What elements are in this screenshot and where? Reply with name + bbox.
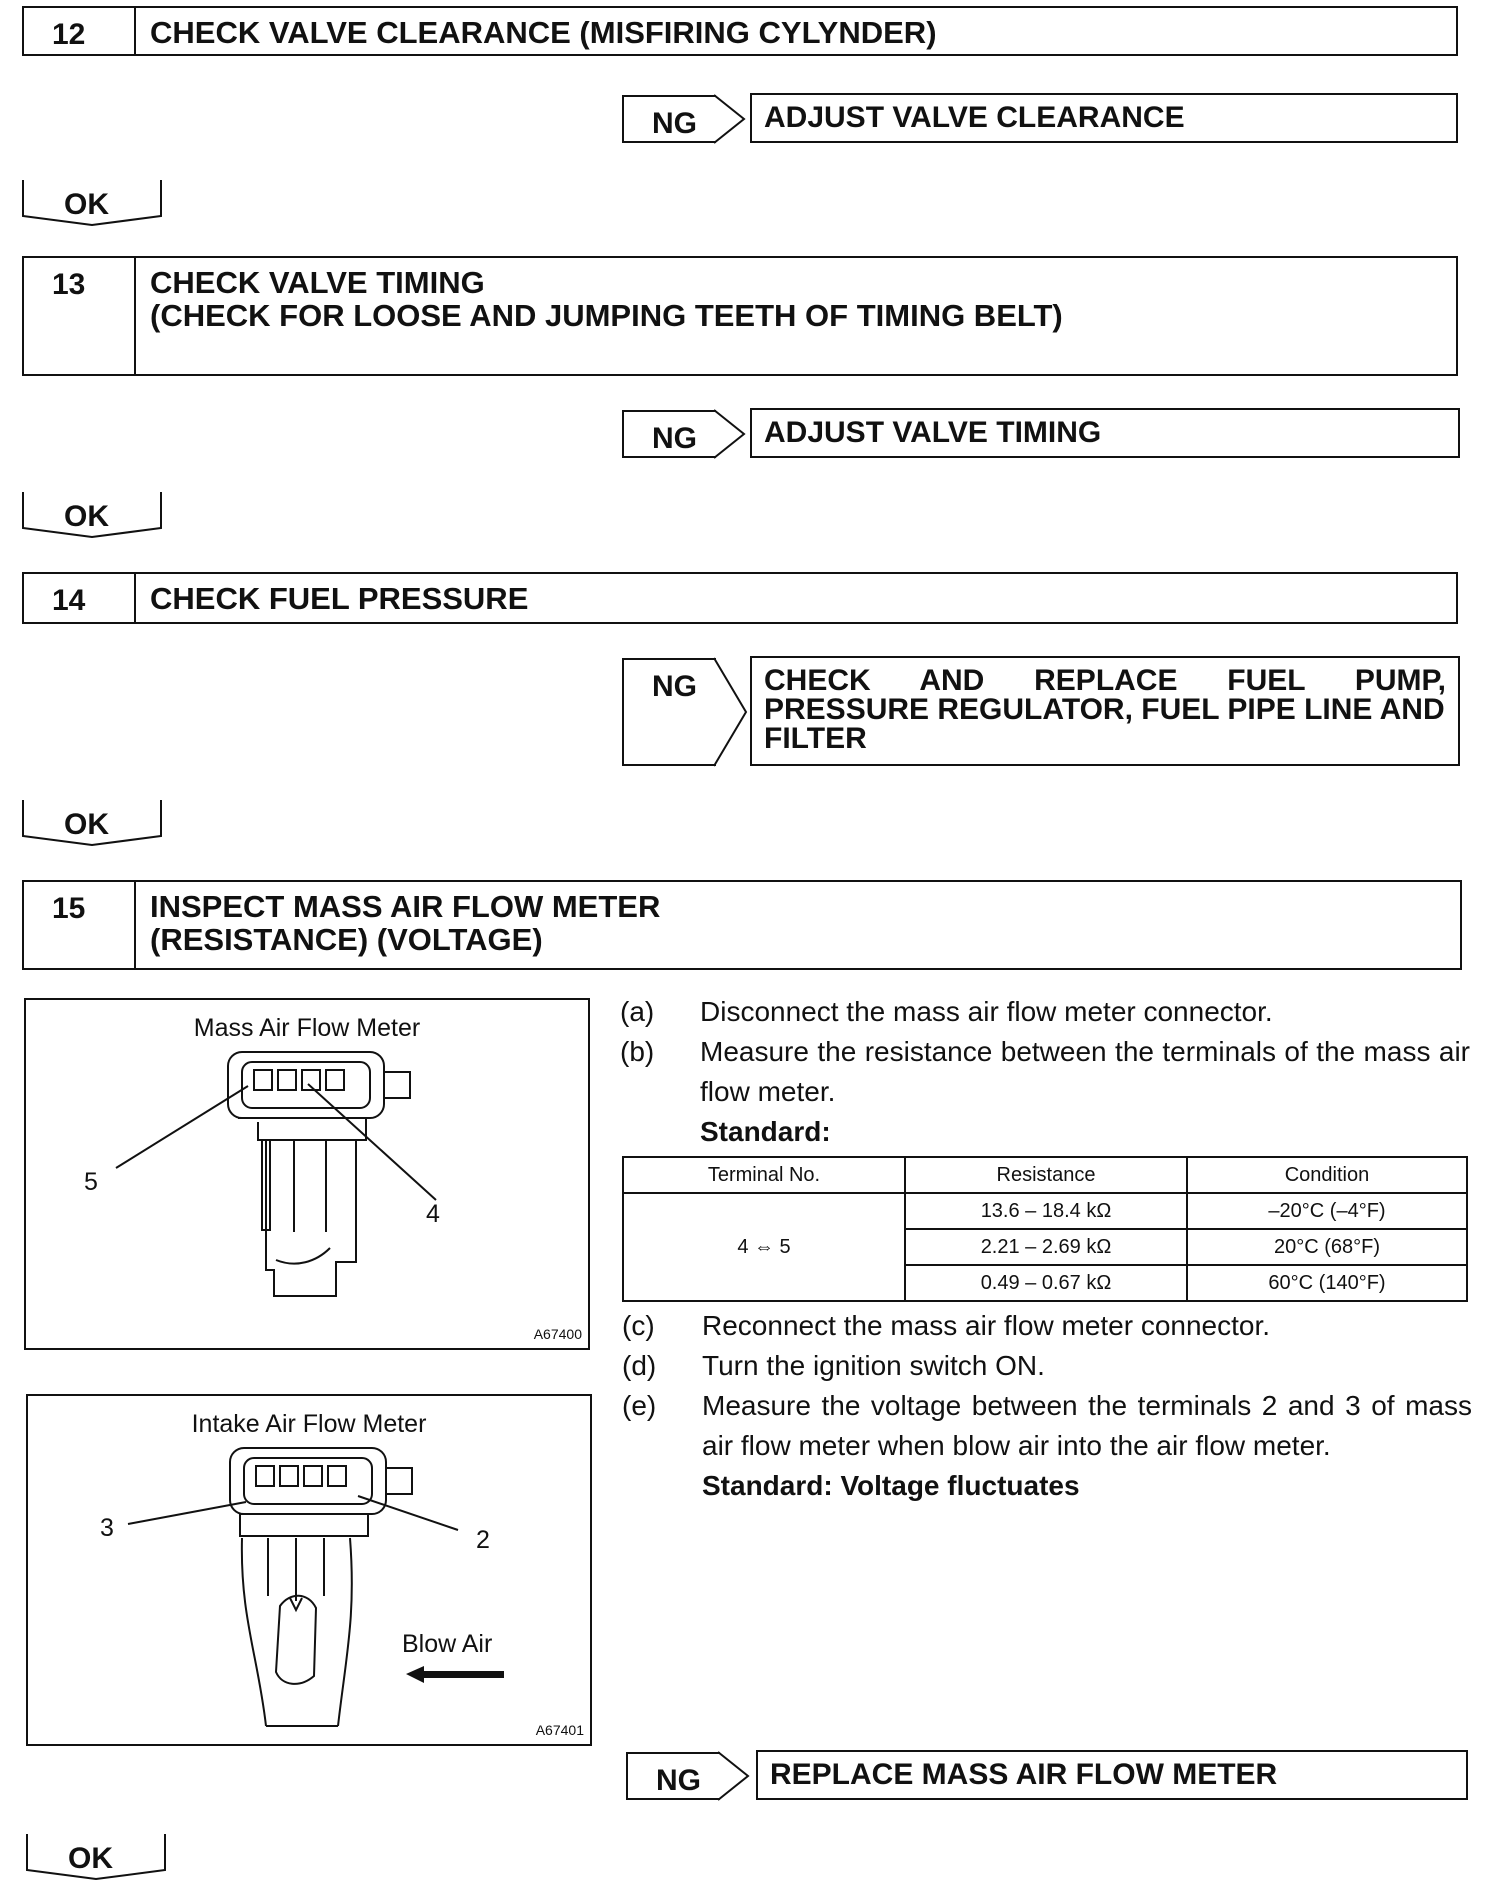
resistance-spec-table (622, 1156, 1468, 1302)
ng-result-line: PRESSURE REGULATOR, FUEL PIPE LINE AND (764, 693, 1445, 726)
ng-label (622, 410, 716, 458)
figure-mass-air-flow-meter (24, 998, 590, 1350)
instruction-text: Measure the resistance between the terminals of the mass air flow meter. (700, 1036, 1470, 1107)
instruction-letter: (a) (620, 996, 655, 1027)
step-15-header (22, 880, 1462, 970)
ng-result-text: ADJUST VALVE TIMING (764, 416, 1102, 449)
instruction-letter: (c) (622, 1310, 655, 1341)
step-number: 13 (24, 258, 136, 374)
terminal-label: 2 (476, 1526, 490, 1554)
intake-air-flow-meter-drawing (28, 1396, 594, 1748)
terminal-label: 3 (100, 1514, 114, 1542)
table-header-row (623, 1157, 1467, 1193)
figure-code: A67400 (533, 1326, 582, 1342)
ng-label (626, 1752, 720, 1800)
instruction-text: Disconnect the mass air flow meter connector. (700, 996, 1273, 1027)
step-number: 12 (24, 8, 136, 54)
terminal-label: 5 (84, 1168, 98, 1196)
instructions-lower (622, 1306, 1472, 1506)
step-title-line: (RESISTANCE) (VOLTAGE) (150, 922, 543, 957)
resistance-cell: 13.6 – 18.4 kΩ (905, 1193, 1187, 1229)
ok-text: OK (64, 500, 109, 533)
ok-tab (26, 1834, 166, 1880)
step-13-header (22, 256, 1458, 376)
figure-intake-air-flow-meter (26, 1394, 592, 1746)
step-title (150, 890, 1450, 956)
spec-table (622, 1156, 1468, 1302)
ng-arrow-icon (712, 409, 746, 459)
ng-label (622, 658, 716, 766)
instruction-letter: (b) (620, 1036, 655, 1067)
instruction-letter: (d) (622, 1350, 657, 1381)
ng-arrow-icon (712, 657, 748, 767)
ng-result-box (750, 656, 1460, 766)
ng-result-line: CHECK AND REPLACE FUEL PUMP, (764, 664, 1446, 697)
instruction-e (622, 1386, 1472, 1466)
ng-result-box (756, 1750, 1468, 1800)
ng-text: NG (652, 422, 697, 455)
step-number: 14 (24, 574, 136, 622)
step-title: CHECK VALVE CLEARANCE (MISFIRING CYLYNDER) (150, 15, 937, 50)
step-title: CHECK FUEL PRESSURE (150, 581, 529, 616)
standard-label: Standard: (700, 1116, 831, 1147)
ng-result-text: ADJUST VALVE CLEARANCE (764, 101, 1185, 134)
ok-tab (22, 800, 162, 846)
instruction-c (622, 1306, 1472, 1346)
ng-text: NG (656, 1764, 701, 1797)
ng-text: NG (652, 107, 697, 140)
terminal-label: 4 (426, 1200, 440, 1228)
instruction-text: Measure the voltage between the terminals 2 and 3 of mass air flow meter when blow air into the air flow meter. (702, 1390, 1472, 1461)
step-title-line: CHECK VALVE TIMING (150, 265, 485, 300)
table-header: Terminal No. (623, 1157, 905, 1193)
instruction-b (620, 1032, 1470, 1112)
mass-air-flow-meter-drawing (26, 1000, 592, 1352)
table-header: Condition (1187, 1157, 1467, 1193)
figure-caption: Intake Air Flow Meter (191, 1410, 427, 1438)
instruction-text: Turn the ignition switch ON. (702, 1350, 1045, 1381)
ok-tab (22, 492, 162, 538)
ng-arrow-icon (716, 1751, 750, 1801)
resistance-cell: 0.49 – 0.67 kΩ (905, 1265, 1187, 1301)
ng-result-line: FILTER (764, 722, 867, 755)
instruction-d (622, 1346, 1472, 1386)
step-title (150, 266, 1446, 332)
ok-text: OK (64, 188, 109, 221)
instruction-letter: (e) (622, 1390, 657, 1421)
figure-code: A67401 (535, 1722, 584, 1738)
blow-air-label: Blow Air (402, 1630, 493, 1658)
condition-cell: 60°C (140°F) (1187, 1265, 1467, 1301)
step-12-header (22, 6, 1458, 56)
step-number: 15 (24, 882, 136, 968)
ng-label (622, 95, 716, 143)
instruction-text: Reconnect the mass air flow meter connector. (702, 1310, 1271, 1341)
condition-cell: –20°C (–4°F) (1187, 1193, 1467, 1229)
step-14-header (22, 572, 1458, 624)
condition-cell: 20°C (68°F) (1187, 1229, 1467, 1265)
table-header: Resistance (905, 1157, 1187, 1193)
instructions-upper (620, 992, 1470, 1152)
resistance-cell: 2.21 – 2.69 kΩ (905, 1229, 1187, 1265)
standard-voltage-label: Standard: Voltage fluctuates (702, 1470, 1080, 1501)
ng-arrow-icon (712, 94, 746, 144)
ng-text: NG (652, 670, 697, 703)
table-row (623, 1193, 1467, 1229)
ok-tab (22, 180, 162, 226)
ok-text: OK (68, 1842, 113, 1875)
ok-text: OK (64, 808, 109, 841)
ng-result-text: REPLACE MASS AIR FLOW METER (770, 1758, 1278, 1791)
figure-caption: Mass Air Flow Meter (193, 1014, 421, 1042)
ng-result-box (750, 408, 1460, 458)
instruction-a (620, 992, 1470, 1032)
step-title-line: INSPECT MASS AIR FLOW METER (150, 889, 661, 924)
terminal-cell: 4 ⇔ 5 (623, 1193, 905, 1301)
ng-result-box (750, 93, 1458, 143)
step-title-line: (CHECK FOR LOOSE AND JUMPING TEETH OF TIMING BELT) (150, 298, 1063, 333)
